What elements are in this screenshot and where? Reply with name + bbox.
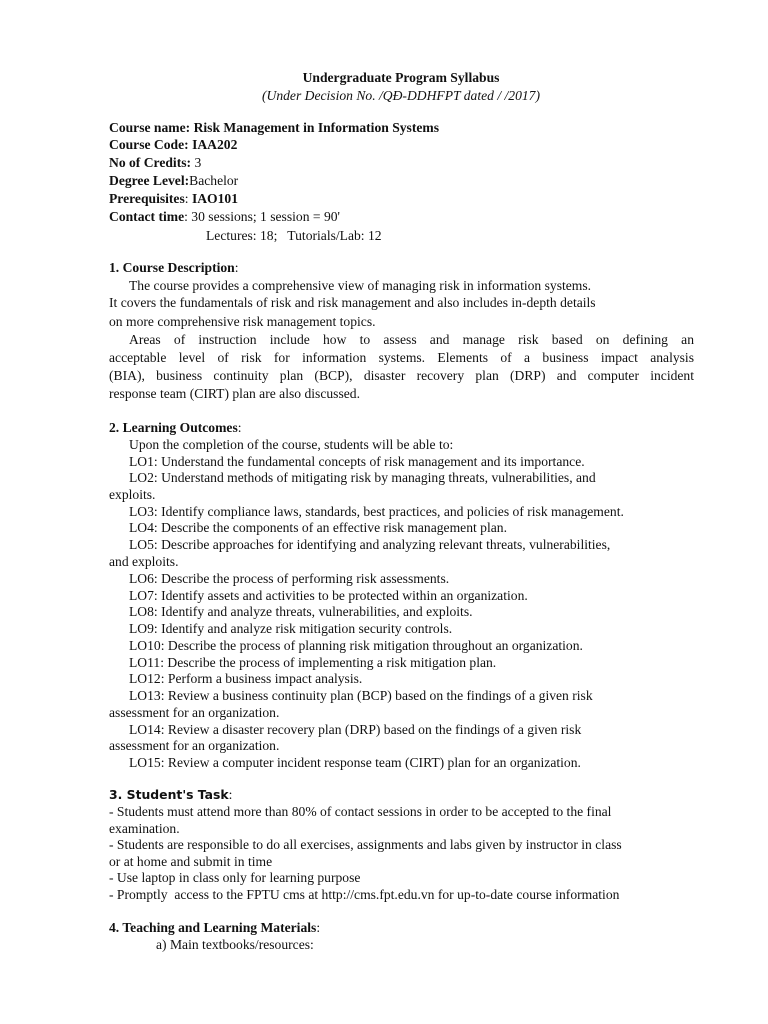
student-task-line: - Promptly access to the FPTU cms at http://cms.fpt.edu.vn for up-to-date course information	[109, 887, 620, 902]
section-1-line: response team (CIRT) plan are also discussed.	[109, 386, 360, 401]
section-2-title: 2. Learning Outcomes	[109, 420, 238, 435]
learning-outcome-line: LO12: Perform a business impact analysis.	[129, 671, 363, 686]
prerequisites-value: IAO101	[191, 191, 239, 206]
course-code-value: IAA202	[192, 137, 238, 152]
learning-outcome-line: LO15: Review a computer incident response team (CIRT) plan for an organization.	[129, 755, 581, 770]
learning-outcome-line: exploits.	[109, 487, 156, 502]
section-4-sub-a: a) Main textbooks/resources:	[156, 937, 314, 952]
learning-outcome-line: assessment for an organization.	[109, 705, 280, 720]
section-1-line: (BIA), business continuity plan (BCP), disaster recovery plan (DRP) and computer incident	[109, 368, 694, 383]
section-1-colon: :	[234, 260, 239, 275]
prerequisites-separator: :	[184, 191, 192, 206]
section-2-intro: Upon the completion of the course, students will be able to:	[129, 437, 454, 452]
contact-time-detail: Lectures: 18; Tutorials/Lab: 12	[206, 228, 382, 243]
section-4-title: 4. Teaching and Learning Materials	[109, 920, 317, 935]
section-3-colon: :	[228, 787, 233, 802]
learning-outcome-line: LO8: Identify and analyze threats, vulnerabilities, and exploits.	[129, 604, 473, 619]
section-1-line: It covers the fundamentals of risk and risk management and also includes in-depth details	[109, 295, 596, 310]
section-1-heading	[109, 259, 239, 276]
prerequisites-label: Prerequisites	[109, 191, 185, 206]
document-title: Undergraduate Program Syllabus	[302, 70, 500, 85]
section-1-line: on more comprehensive risk management topics.	[109, 314, 376, 329]
section-2-colon: :	[237, 420, 242, 435]
contact-time-label: Contact time	[109, 209, 185, 224]
course-code-row	[109, 136, 237, 153]
course-name-value: Risk Management in Information Systems	[193, 120, 440, 135]
learning-outcome-line: LO7: Identify assets and activities to be protected within an organization.	[129, 588, 528, 603]
student-task-line: examination.	[109, 821, 180, 836]
section-4-colon: :	[316, 920, 321, 935]
learning-outcome-line: LO1: Understand the fundamental concepts of risk management and its importance.	[129, 454, 585, 469]
section-1-line: acceptable level of risk for information systems. Elements of a business impact analysis	[109, 350, 694, 365]
contact-time-value: : 30 sessions; 1 session = 90'	[184, 209, 341, 224]
course-name-label: Course name:	[109, 120, 191, 135]
credits-row	[109, 154, 201, 171]
course-name-row	[109, 119, 439, 136]
learning-outcome-line: LO13: Review a business continuity plan (BCP) based on the findings of a given risk	[129, 688, 593, 703]
prerequisites-row	[109, 190, 238, 207]
learning-outcome-line: and exploits.	[109, 554, 179, 569]
degree-label: Degree Level:	[109, 173, 190, 188]
degree-value: Bachelor	[189, 173, 239, 188]
section-2-heading	[109, 419, 242, 436]
student-task-line: - Students are responsible to do all exercises, assignments and labs given by instructor in class	[109, 837, 622, 852]
learning-outcome-line: LO11: Describe the process of implementing a risk mitigation plan.	[129, 655, 497, 670]
section-1-line: Areas of instruction include how to assess and manage risk based on defining an	[129, 332, 694, 347]
learning-outcome-line: LO14: Review a disaster recovery plan (DRP) based on the findings of a given risk	[129, 722, 582, 737]
learning-outcome-line: LO2: Understand methods of mitigating risk by managing threats, vulnerabilities, and	[129, 470, 596, 485]
student-task-line: - Students must attend more than 80% of contact sessions in order to be accepted to the final	[109, 804, 612, 819]
degree-row	[109, 172, 238, 189]
learning-outcome-line: LO9: Identify and analyze risk mitigation security controls.	[129, 621, 453, 636]
section-1-line: The course provides a comprehensive view of managing risk in information systems.	[129, 278, 592, 293]
learning-outcome-line: LO6: Describe the process of performing risk assessments.	[129, 571, 450, 586]
learning-outcome-line: LO5: Describe approaches for identifying and analyzing relevant threats, vulnerabilities,	[129, 537, 611, 552]
learning-outcome-line: LO3: Identify compliance laws, standards, best practices, and policies of risk management.	[129, 504, 624, 519]
document-subtitle: (Under Decision No. /QĐ-DDHFPT dated / /2017)	[261, 88, 540, 103]
student-task-line: - Use laptop in class only for learning purpose	[109, 870, 361, 885]
credits-label: No of Credits:	[109, 155, 192, 170]
learning-outcome-line: assessment for an organization.	[109, 738, 280, 753]
section-4-heading	[109, 919, 320, 936]
student-task-line: or at home and submit in time	[109, 854, 273, 869]
learning-outcome-line: LO10: Describe the process of planning risk mitigation throughout an organization.	[129, 638, 583, 653]
section-3-title: 3. Student's Task	[109, 787, 229, 802]
section-3-heading	[109, 786, 232, 803]
course-code-label: Course Code:	[109, 137, 189, 152]
credits-value: 3	[194, 155, 202, 170]
learning-outcome-line: LO4: Describe the components of an effective risk management plan.	[129, 520, 507, 535]
contact-time-row	[109, 208, 340, 225]
section-1-title: 1. Course Description	[109, 260, 235, 275]
